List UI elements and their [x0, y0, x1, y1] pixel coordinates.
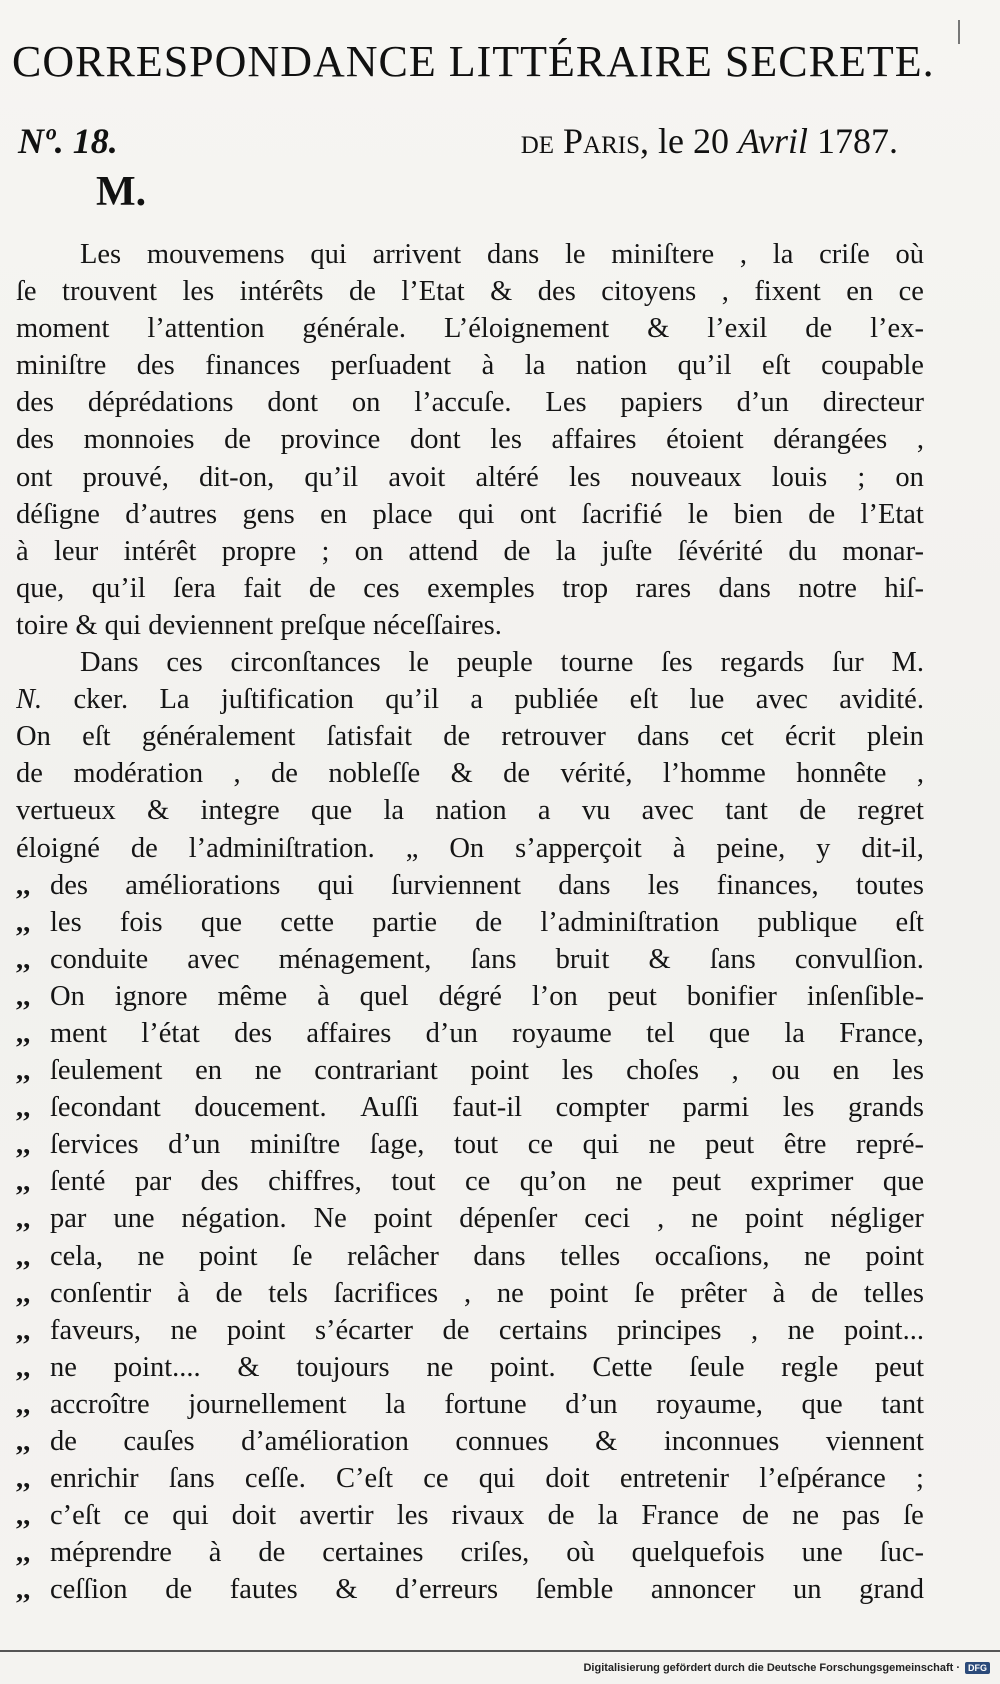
credit-text: Digitalisierung gefördert durch die Deutsche Forschungsgemeinschaft · [583, 1662, 960, 1674]
text-line: éloigné de l’adminiſtration. „ On s’apperçoit à peine, y dit-il, [16, 832, 924, 864]
line-words: accroître journellement la fortune d’un royaume, que tant [50, 1388, 924, 1420]
salutation: M. [96, 169, 147, 215]
text-line [16, 978, 924, 1015]
text-line [16, 1200, 924, 1237]
text-line: déſigne d’autres gens en place qui ont ſacrifié le bien de l’Etat [16, 498, 924, 530]
dateline-year: 1787. [817, 121, 898, 161]
quote-mark: ,, [16, 1277, 31, 1309]
text-line [16, 1386, 924, 1423]
line-words: ceſſion de fautes & d’erreurs ſemble annoncer un grand [50, 1574, 924, 1606]
quote-mark: ,, [16, 869, 31, 901]
text-line [16, 1312, 924, 1349]
text-line: que, qu’il ſera fait de ces exemples trop rares dans notre hiſ- [16, 572, 924, 604]
text-line: miniſtre des finances perſuadent à la nation qu’il eſt coupable [16, 350, 924, 382]
line-words: cela, ne point ſe relâcher dans telles occaſions, ne point [50, 1240, 924, 1272]
dateline-place: de Paris [520, 121, 641, 161]
line-words: c’eſt ce qui doit avertir les rivaux de la France de ne pas ſe [50, 1500, 924, 1532]
quote-mark: ,, [16, 1055, 31, 1087]
line-words: ſervices d’un miniſtre ſage, tout ce qui ne peut être repré- [50, 1129, 924, 1161]
line-words: des améliorations qui ſurviennent dans les finances, toutes [50, 869, 924, 901]
text-line [16, 1349, 924, 1386]
dateline [521, 120, 898, 162]
footer-divider [0, 1650, 1000, 1652]
issue-line [18, 120, 898, 170]
text-line: moment l’attention générale. L’éloignement & l’exil de l’ex- [16, 313, 924, 345]
text-line [16, 1497, 924, 1534]
quote-mark: ,, [16, 943, 31, 975]
quote-mark: ,, [16, 1092, 31, 1124]
dfg-logo: DFG [965, 1662, 990, 1674]
text-line: On eſt généralement ſatisfait de retrouver dans cet écrit plein [16, 721, 924, 753]
quote-mark: ,, [16, 1240, 31, 1272]
text-line: ont prouvé, dit-on, qu’il avoit altéré les nouveaux louis ; on [16, 461, 924, 493]
text-line: de modération , de nobleſſe & de vérité, l’homme honnête , [16, 758, 924, 790]
quote-mark: ,, [16, 1574, 31, 1606]
quote-mark: ,, [16, 1166, 31, 1198]
quote-mark: ,, [16, 1203, 31, 1235]
quote-mark: ,, [16, 1537, 31, 1569]
text-line [16, 1571, 924, 1608]
text-line: vertueux & integre que la nation a vu avec tant de regret [16, 795, 924, 827]
text-line: Les mouvemens qui arrivent dans le miniſtere , la criſe où [80, 239, 924, 270]
quote-mark: ,, [16, 1351, 31, 1383]
article-body [16, 236, 924, 1608]
quote-mark: ,, [16, 1500, 31, 1532]
issue-number: Nº. 18. [18, 121, 118, 161]
quote-mark: ,, [16, 1388, 31, 1420]
line-words: ment l’état des affaires d’un royaume tel que la France, [50, 1017, 924, 1049]
quote-mark: ,, [16, 980, 31, 1012]
line-words: On ignore même à quel dégré l’on peut bonifier inſenſible- [50, 980, 924, 1012]
text-line [16, 607, 924, 644]
text-line: des déprédations dont on l’accuſe. Les papiers d’un directeur [16, 387, 924, 419]
text-line: à leur intérêt propre ; on attend de la juſte ſévérité du monar- [16, 535, 924, 567]
text-line [16, 1126, 924, 1163]
text-line: N. cker. La juſtification qu’il a publiée eſt lue avec avidité. [16, 684, 924, 716]
line-words: les fois que cette partie de l’adminiſtration publique eſt [50, 906, 924, 938]
quote-mark: ,, [16, 1129, 31, 1161]
dateline-day: , le 20 [640, 121, 729, 161]
line-words: ſecondant doucement. Auſſi faut-il compter parmi les grands [50, 1092, 924, 1124]
text-line [16, 1015, 924, 1052]
quote-mark: ,, [16, 1463, 31, 1495]
line-words: conduite avec ménagement, ſans bruit & ſans convulſion. [50, 943, 924, 975]
quote-mark: ,, [16, 1314, 31, 1346]
text-line [16, 867, 924, 904]
text-line [16, 1052, 924, 1089]
line-words: faveurs, ne point s’écarter de certains principes , ne point... [50, 1314, 924, 1346]
text-line [16, 1534, 924, 1571]
quote-mark: ,, [16, 1017, 31, 1049]
line-words: ſenté par des chiffres, tout ce qu’on ne peut exprimer que [50, 1166, 924, 1198]
text-line [16, 1275, 924, 1312]
text-line [16, 941, 924, 978]
text-line: ſe trouvent les intérêts de l’Etat & des citoyens , fixent en ce [16, 276, 924, 308]
digitization-credit [583, 1662, 990, 1674]
text-line [16, 1089, 924, 1126]
text-line [16, 1460, 924, 1497]
text-line [16, 1238, 924, 1275]
text-line [16, 1163, 924, 1200]
dateline-month: Avril [738, 121, 808, 161]
line-words: ſeulement en ne contrariant point les choſes , ou en les [50, 1055, 924, 1087]
text-line [16, 1423, 924, 1460]
line-words: méprendre à de certaines criſes, où quelquefois une ſuc- [50, 1537, 924, 1569]
quote-mark: ,, [16, 1426, 31, 1457]
quote-mark: ,, [16, 906, 31, 938]
margin-mark [958, 20, 960, 44]
line-words: ne point.... & toujours ne point. Cette ſeule regle peut [50, 1351, 924, 1383]
page-title: CORRESPONDANCE LITTÉRAIRE SECRETE. [12, 37, 935, 86]
line-words: par une négation. Ne point dépenſer ceci , ne point négliger [50, 1203, 924, 1235]
line-words: conſentir à de tels ſacrifices , ne point ſe prêter à de telles [50, 1277, 924, 1309]
line-words: de cauſes d’amélioration connues & inconnues viennent [50, 1426, 924, 1457]
line-text: toire & qui deviennent preſque néceſſaires. [16, 609, 502, 641]
text-line [16, 904, 924, 941]
text-line: des monnoies de province dont les affaires étoient dérangées , [16, 424, 924, 456]
line-words: enrichir ſans ceſſe. C’eſt ce qui doit entretenir l’eſpérance ; [50, 1463, 924, 1495]
text-line: Dans ces circonſtances le peuple tourne ſes regards ſur M. [80, 647, 924, 679]
